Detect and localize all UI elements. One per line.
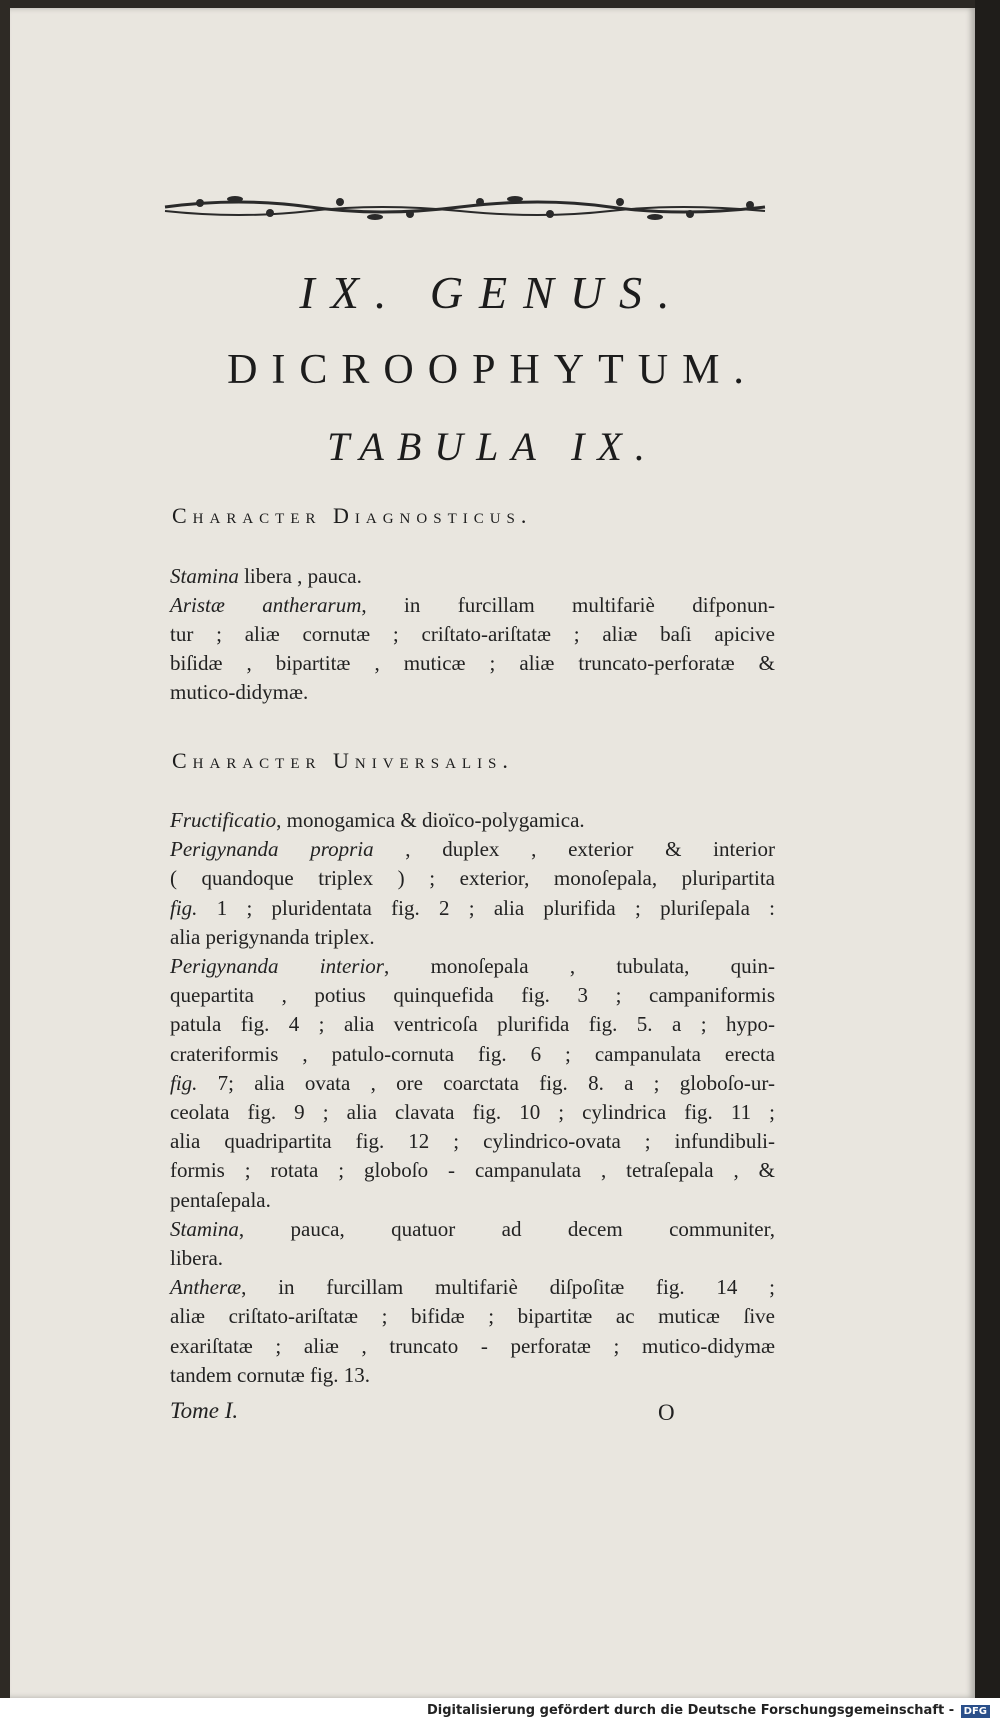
line-text: crateriformis , patulo-cornuta fig. 6 ; campanulata erecta [170,1041,775,1066]
line-text: alia quadripartita fig. 12 ; cylindrico-ovata ; infundibuli- [170,1129,775,1154]
line-text: , in furcillam multifariè diſpoſitæ fig. 14 ; [241,1275,775,1300]
italic-term: fig. [170,1070,198,1095]
text-line [170,564,775,589]
heading-universalis: Character Universalis. [172,748,514,773]
signature-mark: O [658,1400,675,1425]
line-text: tandem cornutæ fig. 13. [170,1362,371,1387]
book-spine [0,0,10,1723]
line-text: 7; alia ovata , ore coarctata fig. 8. a ; globoſo-ur- [197,1070,775,1095]
text-line [170,1246,775,1271]
italic-term: Perigynanda interior [170,954,384,978]
book-page [10,8,975,1698]
italic-term: Fructificatio [170,808,277,832]
line-text: aliæ criſtato-ariſtatæ ; bifidæ ; bipartitæ ac muticæ ſive [170,1304,775,1329]
text-line [170,1158,775,1183]
line-text: libera. [170,1246,224,1270]
line-text: tur ; aliæ cornutæ ; criſtato-ariſtatæ ; aliæ baſi apicive [170,622,775,646]
italic-term: Aristæ antherarum [170,593,362,617]
text-line [170,837,775,862]
top-edge [0,0,1000,8]
text-line [170,680,775,705]
text-line [170,622,775,647]
italic-term: fig. [170,895,198,920]
text-line [170,866,775,891]
dfg-logo: DFG [961,1705,990,1718]
line-text: formis ; rotata ; globoſo - campanulata , tetraſepala , & [170,1158,775,1183]
italic-term: Perigynanda propria [170,837,374,862]
text-line [170,1042,775,1067]
text-line [170,1188,775,1213]
line-text: , pauca, quatuor ad decem communiter, [238,1216,775,1241]
line-text: 1 ; pluridentata fig. 2 ; alia plurifida ; pluriſepala : [197,895,775,920]
italic-term: Antheræ [170,1275,242,1300]
right-edge [975,0,1000,1723]
text-line [170,1071,775,1096]
text-line [170,1275,775,1300]
digitization-note [427,1703,990,1718]
text-line [170,1012,775,1037]
text-line [170,896,775,921]
text-line [170,808,775,833]
line-text: , monoſepala , tubulata, quin- [383,954,775,978]
line-text: pentaſepala. [170,1187,271,1212]
line-text: patula fig. 4 ; alia ventricoſa plurifida fig. 5. a ; hypo- [170,1012,775,1037]
volume-label: Tome I. [170,1398,239,1423]
text-line [170,1217,775,1242]
digitization-text: Digitalisierung gefördert durch die Deutsche Forschungsgemeinschaft - [426,1703,955,1718]
genus-name: DICROOPHYTUM. [227,347,758,393]
tabula-title: TABULA IX. [327,424,658,469]
text-line [170,593,775,618]
line-text: mutico-didymæ. [170,680,309,704]
text-line [170,1363,775,1388]
text-line [170,1129,775,1154]
line-text: ceolata fig. 9 ; alia clavata fig. 10 ; cylindrica fig. 11 ; [170,1100,775,1124]
line-text: quepartita , potius quinquefida fig. 3 ; campaniformis [170,983,775,1008]
heading-diagnosticus: Character Diagnosticus. [172,503,533,528]
line-text: libera , pauca. [238,564,362,588]
text-line [170,651,775,676]
italic-term: Stamina [170,1216,239,1241]
line-text: biſidæ , bipartitæ , muticæ ; aliæ truncato-perforatæ & [170,651,775,675]
line-text: , monogamica & dioïco-polygamica. [276,808,585,832]
text-line [170,1304,775,1329]
line-text: exariſtatæ ; aliæ , truncato - perforatæ ; mutico-didymæ [170,1333,775,1358]
line-text: alia perigynanda triplex. [170,924,375,949]
text-line [170,954,775,979]
genus-title: IX. GENUS. [299,267,686,318]
italic-term: Stamina [170,564,239,588]
text-line [170,925,775,950]
line-text: ( quandoque triplex ) ; exterior, monoſepala, pluripartita [170,866,775,891]
line-text: , duplex , exterior & interior [373,837,775,862]
text-line [170,983,775,1008]
decorative-vine-ornament [160,193,770,221]
line-text: , in furcillam multifariè difponun- [361,593,776,617]
text-line [170,1100,775,1125]
text-line [170,1334,775,1359]
